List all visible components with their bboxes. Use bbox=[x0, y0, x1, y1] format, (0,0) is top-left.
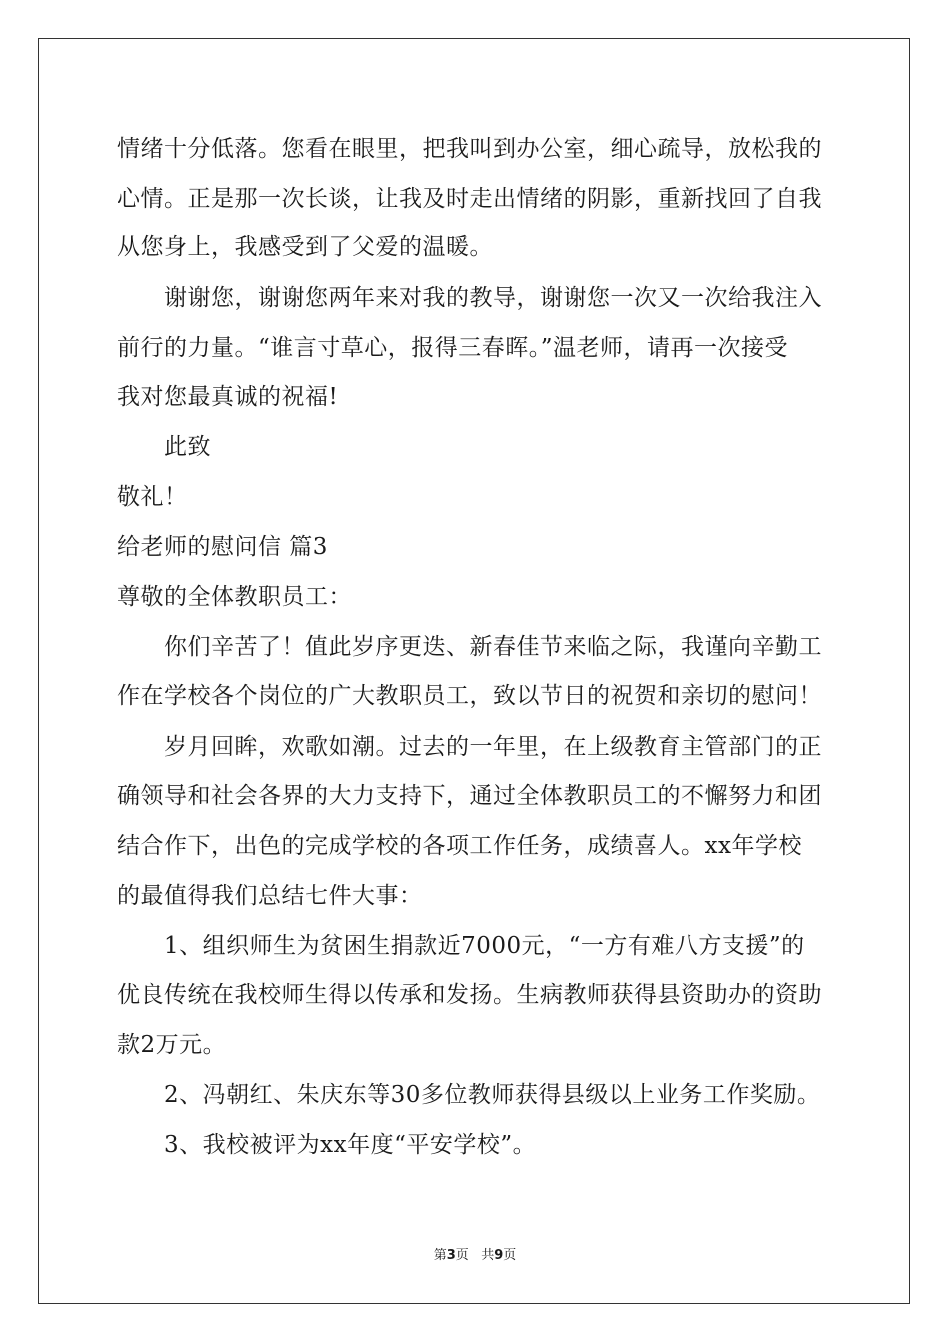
text-line-18: 优良传统在我校师生得以传承和发扬。生病教师获得县资助办的资助 bbox=[117, 982, 822, 1008]
page-suffix: 页 bbox=[455, 1248, 469, 1263]
closing-salutation: 此致 bbox=[164, 434, 211, 460]
text-line-21: 3、我校被评为xx年度“平安学校”。 bbox=[164, 1132, 537, 1158]
text-line-4: 谢谢您，谢谢您两年来对我的教导，谢谢您一次又一次给我注入 bbox=[164, 285, 822, 311]
text-line-11: 你们辛苦了！值此岁序更迭、新春佳节来临之际，我谨向辛勤工 bbox=[164, 634, 822, 660]
text-line-13: 岁月回眸，欢歌如潮。过去的一年里，在上级教育主管部门的正 bbox=[164, 734, 822, 760]
text-line-5: 前行的力量。“谁言寸草心，报得三春晖。”温老师，请再一次接受 bbox=[117, 335, 789, 361]
letter-greeting: 尊敬的全体教职员工： bbox=[117, 584, 352, 610]
total-prefix: 共 bbox=[481, 1248, 495, 1263]
page-footer bbox=[0, 1248, 950, 1264]
page-border bbox=[38, 38, 910, 1304]
total-pages: 9 bbox=[494, 1248, 504, 1263]
text-line-16: 的最值得我们总结七件大事： bbox=[117, 883, 423, 909]
text-line-3: 从您身上，我感受到了父爱的温暖。 bbox=[117, 234, 493, 260]
page-number: 3 bbox=[446, 1248, 456, 1263]
section-title: 给老师的慰问信 篇3 bbox=[117, 534, 328, 560]
text-line-14: 确领导和社会各界的大力支持下，通过全体教职员工的不懈努力和团 bbox=[117, 783, 822, 809]
text-line-2: 心情。正是那一次长谈，让我及时走出情绪的阴影，重新找回了自我 bbox=[117, 186, 822, 212]
page-prefix: 第 bbox=[433, 1248, 447, 1263]
text-line-1: 情绪十分低落。您看在眼里，把我叫到办公室，细心疏导，放松我的 bbox=[117, 136, 822, 162]
text-line-12: 作在学校各个岗位的广大教职员工，致以节日的祝贺和亲切的慰问！ bbox=[117, 683, 822, 709]
text-line-15: 结合作下，出色的完成学校的各项工作任务，成绩喜人。xx年学校 bbox=[117, 833, 802, 859]
text-line-17: 1、组织师生为贫困生捐款近7000元，“一方有难八方支援”的 bbox=[164, 933, 805, 959]
text-line-19: 款2万元。 bbox=[117, 1032, 227, 1058]
text-line-6: 我对您最真诚的祝福! bbox=[117, 384, 339, 410]
closing-respect: 敬礼！ bbox=[117, 484, 188, 510]
total-suffix: 页 bbox=[503, 1248, 517, 1263]
text-line-20: 2、冯朝红、朱庆东等30多位教师获得县级以上业务工作奖励。 bbox=[164, 1082, 821, 1108]
